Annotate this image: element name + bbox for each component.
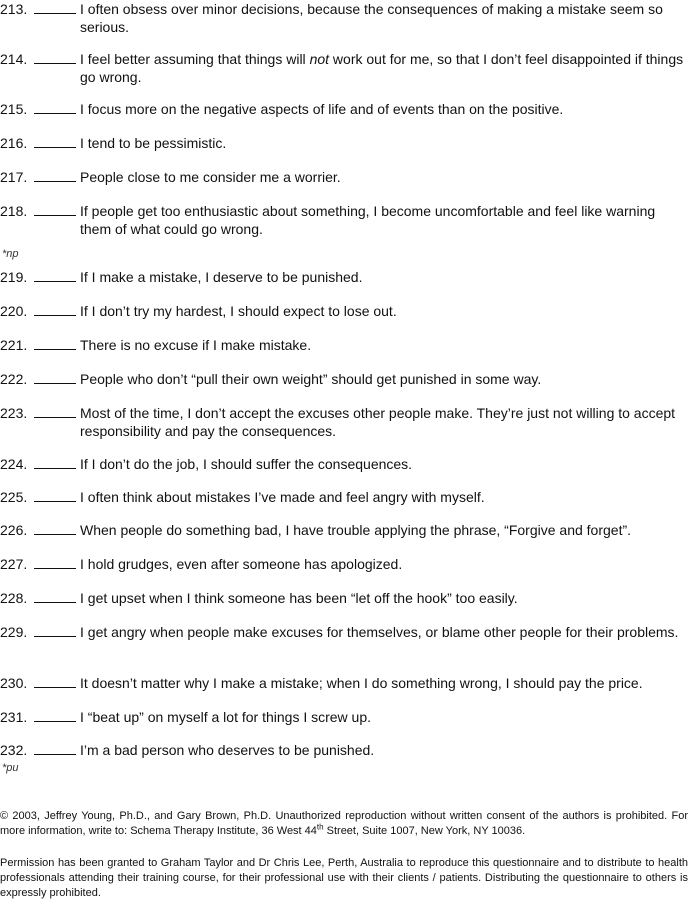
- question-number: 231.: [0, 709, 28, 725]
- answer-blank[interactable]: [34, 501, 76, 502]
- question-number: 232.: [0, 742, 28, 758]
- question-text: There is no excuse if I make mistake.: [80, 337, 312, 353]
- answer-blank[interactable]: [34, 636, 76, 637]
- question-text: I “beat up” on myself a lot for things I screw up.: [80, 709, 372, 725]
- copyright-notice: © 2003, Jeffrey Young, Ph.D., and Gary Brown, Ph.D. Unauthorized reproduction without written consent of the authors is prohibited. For more information, write to: Schema Therapy Institute, 36 West 44th Street, Suite 1007, New York, NY 10036.: [0, 810, 688, 837]
- question-text: I’m a bad person who deserves to be punished.: [80, 742, 375, 758]
- answer-blank[interactable]: [34, 754, 76, 755]
- scale-tag-np: *np: [2, 248, 19, 260]
- answer-blank[interactable]: [34, 687, 76, 688]
- question-text: People who don’t “pull their own weight” should get punished in some way.: [80, 371, 542, 387]
- question-number: 224.: [0, 456, 28, 472]
- answer-blank[interactable]: [34, 417, 76, 418]
- question-number: 223.: [0, 405, 28, 421]
- question-text: If I make a mistake, I deserve to be punished.: [80, 269, 363, 285]
- answer-blank[interactable]: [34, 13, 76, 14]
- superscript-th: th: [316, 822, 324, 832]
- question-text: I hold grudges, even after someone has apologized.: [80, 556, 403, 572]
- question-number: 216.: [0, 135, 28, 151]
- answer-blank[interactable]: [34, 534, 76, 535]
- answer-blank[interactable]: [34, 147, 76, 148]
- question-number: 218.: [0, 203, 28, 219]
- question-number: 220.: [0, 303, 28, 319]
- question-number: 230.: [0, 675, 28, 691]
- answer-blank[interactable]: [34, 602, 76, 603]
- question-text: When people do something bad, I have trouble applying the phrase, “Forgive and forget”.: [80, 522, 632, 538]
- answer-blank[interactable]: [34, 63, 76, 64]
- answer-blank[interactable]: [34, 721, 76, 722]
- question-number: 221.: [0, 337, 28, 353]
- emphasis-not: not: [309, 51, 330, 67]
- answer-blank[interactable]: [34, 113, 76, 114]
- question-text: It doesn’t matter why I make a mistake; when I do something wrong, I should pay the price.: [80, 675, 643, 691]
- question-text: If people get too enthusiastic about something, I become uncomfortable and feel like warning them of what could go wrong.: [80, 203, 656, 237]
- permission-notice: Permission has been granted to Graham Taylor and Dr Chris Lee, Perth, Australia to reproduce this questionnaire and to distribute to health professionals attending their training course, for their professional use with their clients / patients. Distributing the questionnaire to others is expressly prohibited.: [0, 857, 688, 899]
- question-number: 228.: [0, 590, 28, 606]
- question-text: I get upset when I think someone has been “let off the hook” too easily.: [80, 590, 518, 606]
- question-text: If I don’t try my hardest, I should expect to lose out.: [80, 303, 397, 319]
- question-text: I feel better assuming that things will not work out for me, so that I don’t feel disappointed if things go wrong.: [80, 51, 684, 85]
- answer-blank[interactable]: [34, 349, 76, 350]
- answer-blank[interactable]: [34, 215, 76, 216]
- scale-tag-pu: *pu: [2, 762, 19, 774]
- question-text: I often think about mistakes I’ve made and feel angry with myself.: [80, 489, 485, 505]
- question-number: 213.: [0, 1, 28, 17]
- question-number: 229.: [0, 624, 28, 640]
- question-text: I get angry when people make excuses for themselves, or blame other people for their problems.: [80, 624, 679, 640]
- question-text: Most of the time, I don’t accept the excuses other people make. They’re just not willing to accept responsibility and pay the consequences.: [80, 405, 676, 439]
- question-number: 217.: [0, 169, 28, 185]
- answer-blank[interactable]: [34, 181, 76, 182]
- question-number: 222.: [0, 371, 28, 387]
- question-number: 215.: [0, 101, 28, 117]
- question-text: If I don’t do the job, I should suffer the consequences.: [80, 456, 413, 472]
- answer-blank[interactable]: [34, 383, 76, 384]
- question-number: 219.: [0, 269, 28, 285]
- question-number: 225.: [0, 489, 28, 505]
- answer-blank[interactable]: [34, 315, 76, 316]
- answer-blank[interactable]: [34, 281, 76, 282]
- answer-blank[interactable]: [34, 568, 76, 569]
- question-text: I focus more on the negative aspects of life and of events than on the positive.: [80, 101, 564, 117]
- question-number: 226.: [0, 522, 28, 538]
- question-number: 214.: [0, 51, 28, 67]
- question-text: People close to me consider me a worrier.: [80, 169, 341, 185]
- answer-blank[interactable]: [34, 468, 76, 469]
- question-number: 227.: [0, 556, 28, 572]
- question-text: I often obsess over minor decisions, because the consequences of making a mistake seem so serious.: [80, 1, 663, 35]
- question-text: I tend to be pessimistic.: [80, 135, 227, 151]
